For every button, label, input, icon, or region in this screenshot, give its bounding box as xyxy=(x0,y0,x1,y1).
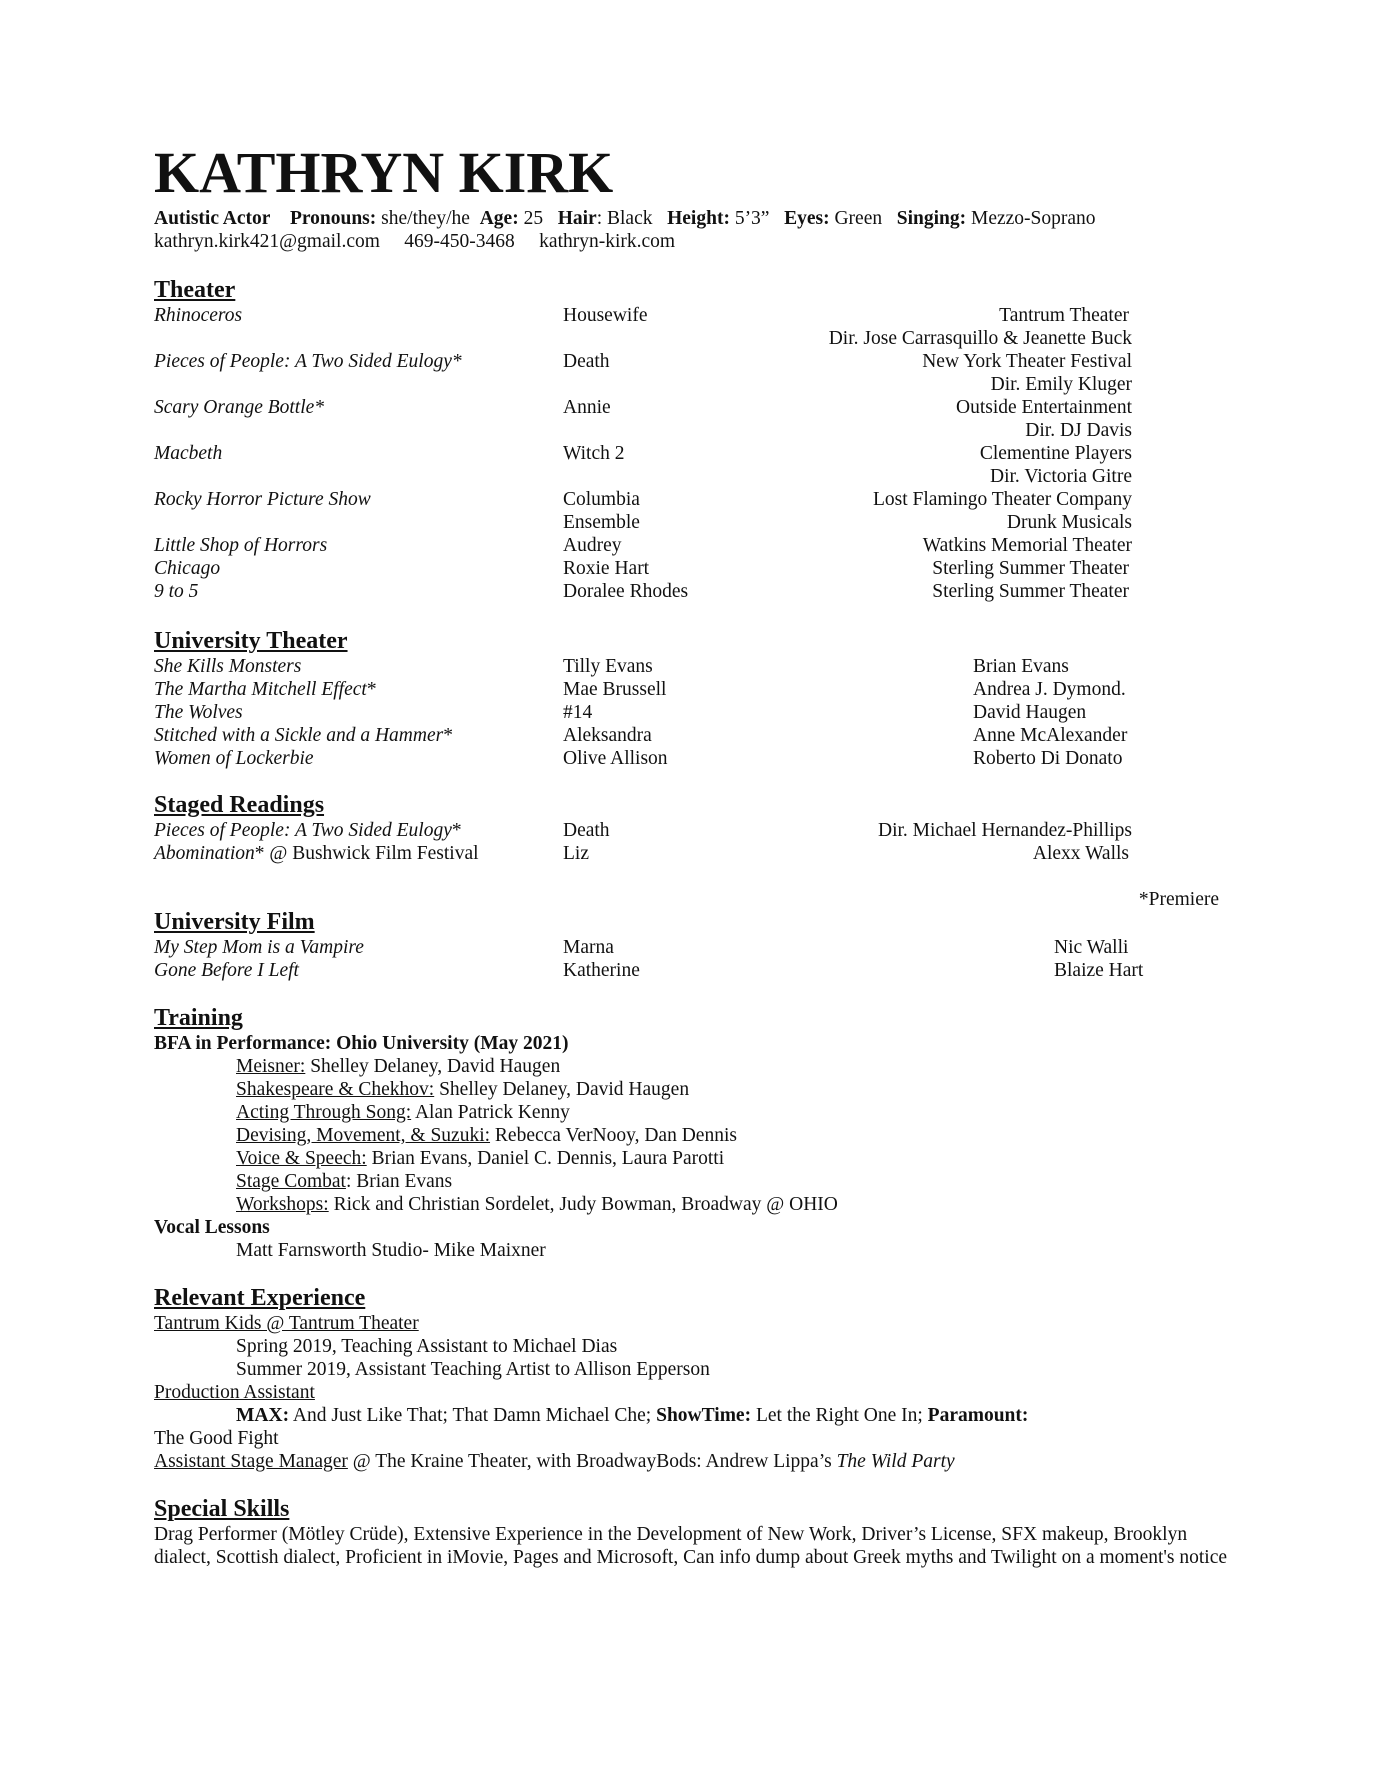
show-title: Rocky Horror Picture Show xyxy=(154,489,371,510)
training-text: : Brian Evans xyxy=(345,1171,453,1192)
role: Columbia xyxy=(563,489,640,510)
pa-max-label: MAX: xyxy=(236,1405,290,1426)
pa-showtime-label: ShowTime: xyxy=(656,1405,752,1426)
role: Aleksandra xyxy=(563,725,652,746)
role: Mae Brussell xyxy=(563,679,667,700)
pa-showtime-text: Let the Right One In; xyxy=(751,1405,928,1426)
training-label: Voice & Speech: xyxy=(236,1148,367,1169)
show-title: She Kills Monsters xyxy=(154,656,302,677)
singing-value: Mezzo-Soprano xyxy=(970,208,1096,229)
tantrum-item: Summer 2019, Assistant Teaching Artist to Allison Epperson xyxy=(236,1359,710,1380)
pa-label: Production Assistant xyxy=(154,1382,315,1403)
show-title: The Wolves xyxy=(154,702,243,723)
asm-label: Assistant Stage Manager xyxy=(154,1451,348,1472)
role: Ensemble xyxy=(563,512,640,533)
director: Dir. Victoria Gitre xyxy=(990,466,1132,487)
training-item xyxy=(236,1170,452,1193)
role: #14 xyxy=(563,702,593,723)
university-theater-row xyxy=(0,724,1378,747)
show-title: Macbeth xyxy=(154,443,223,464)
training-item xyxy=(236,1055,560,1078)
premiere-mark: * xyxy=(366,679,377,700)
theater-row xyxy=(0,488,1378,511)
theater-row-director xyxy=(0,327,1378,350)
training-label: Workshops: xyxy=(236,1194,329,1215)
role: Death xyxy=(563,351,610,372)
website[interactable]: kathryn-kirk.com xyxy=(539,231,676,252)
university-theater-row xyxy=(0,747,1378,770)
role: Roxie Hart xyxy=(563,558,650,579)
pa-max-text: And Just Like That; That Damn Michael Che; xyxy=(289,1405,657,1426)
show-title: Chicago xyxy=(154,558,221,579)
director: Dir. Jose Carrasquillo & Jeanette Buck xyxy=(828,328,1132,349)
venue: Watkins Memorial Theater xyxy=(922,535,1132,556)
festival-note: * @ Bushwick Film Festival xyxy=(254,843,479,864)
venue: Outside Entertainment xyxy=(956,397,1132,418)
training-item xyxy=(236,1147,724,1170)
role: Marna xyxy=(563,937,614,958)
phone[interactable]: 469-450-3468 xyxy=(404,231,515,252)
age-label: Age: xyxy=(479,208,519,229)
pa-wrap: The Good Fight xyxy=(154,1428,279,1449)
role: Witch 2 xyxy=(563,443,625,464)
show-title: Pieces of People: A Two Sided Eulogy* xyxy=(154,351,462,372)
university-theater-row xyxy=(0,678,1378,701)
section-heading-university-theater: University Theater xyxy=(154,628,348,654)
theater-row-director xyxy=(0,373,1378,396)
director: Roberto Di Donato xyxy=(973,748,1123,769)
tantrum-item: Spring 2019, Teaching Assistant to Michael Dias xyxy=(236,1336,618,1357)
asm-show: The Wild Party xyxy=(836,1451,955,1472)
theater-row-director xyxy=(0,465,1378,488)
training-item xyxy=(236,1193,838,1216)
training-label: Devising, Movement, & Suzuki: xyxy=(236,1125,491,1146)
section-heading-staged-readings: Staged Readings xyxy=(154,792,325,818)
email[interactable]: kathryn.kirk421@gmail.com xyxy=(154,231,380,252)
eyes-value: Green xyxy=(834,208,883,229)
training-label: Meisner: xyxy=(236,1056,306,1077)
training-label: Shakespeare & Chekhov: xyxy=(236,1079,435,1100)
role: Liz xyxy=(563,843,589,864)
eyes-label: Eyes: xyxy=(784,208,830,229)
theater-row xyxy=(0,350,1378,373)
role: Doralee Rhodes xyxy=(563,581,689,602)
staged-reading-row xyxy=(0,842,1378,865)
section-heading-training: Training xyxy=(154,1005,243,1031)
training-item xyxy=(236,1078,689,1101)
premiere-mark: * xyxy=(451,820,462,841)
vocal-text: Matt Farnsworth Studio- Mike Maixner xyxy=(236,1240,546,1261)
theater-row xyxy=(0,511,1378,534)
theater-row-director xyxy=(0,419,1378,442)
show-title: The Martha Mitchell Effect xyxy=(154,679,367,700)
role: Death xyxy=(563,820,610,841)
show-title: 9 to 5 xyxy=(154,581,199,602)
show-title: Abomination xyxy=(154,843,255,864)
director: David Haugen xyxy=(973,702,1087,723)
hair-label: Hair xyxy=(557,208,597,229)
premiere-note: *Premiere xyxy=(1138,889,1219,910)
venue: Sterling Summer Theater xyxy=(932,558,1129,579)
staged-reading-row xyxy=(0,819,1378,842)
director: Dir. Michael Hernandez-Phillips xyxy=(878,820,1132,841)
descriptor: Autistic Actor xyxy=(154,208,271,229)
degree: BFA in Performance: Ohio University (May 2021) xyxy=(154,1033,569,1054)
contact-line xyxy=(154,230,675,253)
age-value: 25 xyxy=(523,208,544,229)
section-heading-special-skills: Special Skills xyxy=(154,1496,290,1522)
premiere-mark: * xyxy=(443,725,453,746)
show-title: Women of Lockerbie xyxy=(154,748,314,769)
training-text: Shelley Delaney, David Haugen xyxy=(305,1056,561,1077)
training-label: Acting Through Song: xyxy=(236,1102,412,1123)
pronouns-value: she/they/he xyxy=(381,208,470,229)
venue: Lost Flamingo Theater Company xyxy=(872,489,1132,510)
film-title: My Step Mom is a Vampire xyxy=(154,937,364,958)
venue: Sterling Summer Theater xyxy=(932,581,1129,602)
theater-row xyxy=(0,396,1378,419)
section-heading-university-film: University Film xyxy=(154,909,315,935)
role: Tilly Evans xyxy=(563,656,653,677)
skills-text: Drag Performer (Mötley Crüde), Extensive Experience in the Development of New Work, Driver’s License, SFX makeup, Brooklyn dialect, Scottish dialect, Proficient in iMovie, Pages and Microsoft, Can info dump about Greek myths and Twilight on a moment's notice xyxy=(154,1524,1228,1568)
actor-name: KATHRYN KIRK xyxy=(154,140,614,205)
show-title: Stitched with a Sickle and a Hammer xyxy=(154,725,444,746)
section-heading-theater: Theater xyxy=(154,277,236,303)
role: Audrey xyxy=(563,535,622,556)
theater-row xyxy=(0,580,1378,603)
director: Brian Evans xyxy=(973,656,1069,677)
tantrum-label: Tantrum Kids @ Tantrum Theater xyxy=(154,1313,419,1334)
venue: Clementine Players xyxy=(979,443,1132,464)
training-text: Alan Patrick Kenny xyxy=(411,1102,570,1123)
height-value: 5’3” xyxy=(734,208,770,229)
show-title: Little Shop of Horrors xyxy=(154,535,328,556)
university-theater-row xyxy=(0,655,1378,678)
pronouns-label: Pronouns: xyxy=(289,208,377,229)
director: Blaize Hart xyxy=(1054,960,1144,981)
asm-line xyxy=(154,1450,955,1473)
training-text: Rick and Christian Sordelet, Judy Bowman, Broadway @ OHIO xyxy=(328,1194,838,1215)
role: Housewife xyxy=(563,305,648,326)
film-row xyxy=(0,936,1378,959)
training-text: Brian Evans, Daniel C. Dennis, Laura Parotti xyxy=(366,1148,725,1169)
director: Anne McAlexander xyxy=(973,725,1128,746)
show-title: Scary Orange Bottle* xyxy=(154,397,325,418)
training-item xyxy=(236,1124,737,1147)
show-title: Pieces of People: A Two Sided Eulogy xyxy=(154,820,452,841)
venue: Drunk Musicals xyxy=(1006,512,1132,533)
film-row xyxy=(0,959,1378,982)
asm-text: @ The Kraine Theater, with BroadwayBods: Andrew Lippa’s xyxy=(347,1451,837,1472)
stats-line xyxy=(154,207,1096,230)
venue: New York Theater Festival xyxy=(922,351,1132,372)
training-text: Rebecca VerNooy, Dan Dennis xyxy=(490,1125,737,1146)
theater-row xyxy=(0,442,1378,465)
theater-row xyxy=(0,557,1378,580)
role: Olive Allison xyxy=(563,748,668,769)
venue: Tantrum Theater xyxy=(999,305,1129,326)
director: Nic Walli xyxy=(1054,937,1129,958)
singing-label: Singing: xyxy=(896,208,967,229)
theater-row xyxy=(0,534,1378,557)
film-title: Gone Before I Left xyxy=(154,960,299,981)
role: Annie xyxy=(563,397,611,418)
hair-value: : Black xyxy=(596,208,653,229)
director: Alexx Walls xyxy=(1032,843,1129,864)
training-item xyxy=(236,1101,570,1124)
role: Katherine xyxy=(563,960,640,981)
director: Dir. Emily Kluger xyxy=(990,374,1132,395)
pa-credits xyxy=(236,1404,1028,1427)
theater-row xyxy=(0,304,1378,327)
training-text: Shelley Delaney, David Haugen xyxy=(434,1079,690,1100)
university-theater-row xyxy=(0,701,1378,724)
director: Dir. DJ Davis xyxy=(1025,420,1132,441)
training-label: Stage Combat xyxy=(236,1171,346,1192)
height-label: Height: xyxy=(667,208,730,229)
director: Andrea J. Dymond. xyxy=(973,679,1126,700)
pa-paramount-label: Paramount: xyxy=(927,1405,1029,1426)
show-title: Rhinoceros xyxy=(154,305,243,326)
section-heading-relevant-experience: Relevant Experience xyxy=(154,1285,366,1311)
vocal-heading: Vocal Lessons xyxy=(154,1217,270,1238)
